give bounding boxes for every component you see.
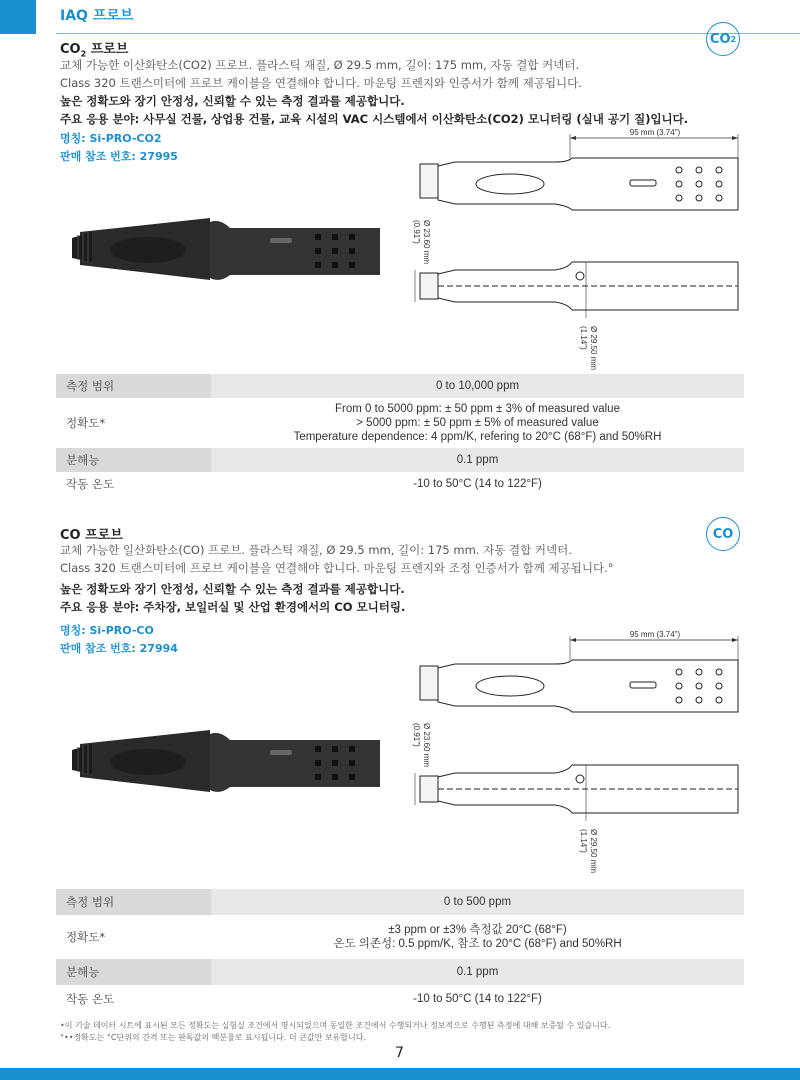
co2-probe-photo [70, 210, 390, 300]
co2-probe-highlights: 높은 정확도와 장기 안정성, 신뢰할 수 있는 측정 결과를 제공합니다. 주요 응용 분야: 사무실 건물, 상업용 건물, 교육 시설의 VAC 시스템에서 이산화탄소(CO2) 모니터링 (실내 공기 질)입니다. [60, 94, 689, 126]
svg-text:95 mm (3.74"): 95 mm (3.74") [629, 128, 681, 137]
svg-text:(0.91"): (0.91") [412, 220, 421, 244]
table-row: 작동 온도 -10 to 50°C (14 to 122°F) [66, 992, 542, 1006]
table-row: 분해능 0.1 ppm [56, 959, 744, 985]
co-probe-photo [70, 722, 390, 812]
svg-text:Ø 29.50 mm: Ø 29.50 mm [589, 326, 598, 371]
co-probe-description: 교체 가능한 일산화탄소(CO) 프로브. 플라스틱 재질, Ø 29.5 mm, 길이: 175 mm. 자동 결합 커넥터. Class 320 트랜스미터에 프로브 케이블을 연결해야 합니다. 마운팅 프렌지와 조정 인증서가 함께 제공됩니다.° [60, 543, 614, 575]
co2-spec-table [56, 374, 744, 496]
corner-accent-block [0, 0, 36, 34]
footnote-2: °••정확도는 °C단위의 간격 또는 판독값의 백분율로 표시됩니다. 더 큰값만 보유합니다. [60, 1033, 367, 1042]
svg-text:(1.14"): (1.14") [579, 829, 588, 853]
table-row: 분해능 0.1 ppm [56, 448, 744, 472]
svg-text:(0.91"): (0.91") [412, 723, 421, 747]
page-number: 7 [395, 1045, 404, 1061]
svg-text:Ø 23.60 mm: Ø 23.60 mm [422, 220, 431, 265]
table-row: 정확도* ±3 ppm or ±3% 측정값 20°C (68°F) 온도 의존성: 0.5 ppm/K, 참조 to 20°C (68°F) and 50%RH [66, 924, 622, 950]
co-spec-table [56, 889, 744, 1013]
co-probe-title: CO 프로브 [60, 528, 123, 543]
co-probe-highlights: 높은 정확도와 장기 안정성, 신뢰할 수 있는 측정 결과를 제공합니다. 주요 응용 분야: 주차장, 보일러실 및 산업 환경에서의 CO 모니터링. [60, 582, 406, 614]
co2-probe-title: $CO_2$ 프로브 [60, 42, 129, 59]
co2-probe-meta: 명칭: Si-PRO-CO2 판매 참조 번호: 27995 [60, 132, 178, 163]
co-probe-meta: 명칭: Si-PRO-CO 판매 참조 번호: 27994 [60, 624, 178, 655]
header-rule [56, 33, 800, 34]
co2-probe-description: 교체 가능한 이산화탄소(CO2) 프로브. 플라스틱 재질, Ø 29.5 mm, 길이: 175 mm, 자동 결합 커넥터. Class 320 트랜스미터에 프로브 케이블을 연결해야 합니다. 마운팅 프렌지와 인증서가 함께 제공됩니다. [60, 58, 582, 90]
table-row: 측정 범위 0 to 500 ppm [56, 889, 744, 915]
co-badge: CO [706, 517, 740, 551]
co2-badge: CO 2 [706, 22, 740, 56]
bottom-accent-bar [0, 1068, 800, 1080]
footnote-1: •이 기술 데이터 시트에 표시된 모든 정확도는 실험실 조건에서 명시되었으며 동일한 조건에서 수행되거나 정보적으로 수행된 측정에 대해 보증될 수 있습니다. [60, 1021, 611, 1030]
table-row: 작동 온도 -10 to 50°C (14 to 122°F) [66, 477, 542, 491]
section-header: IAQ 프로브 [60, 8, 134, 24]
svg-text:Ø 29.50 mm: Ø 29.50 mm [589, 829, 598, 874]
svg-text:(1.14"): (1.14") [579, 326, 588, 350]
co-probe-technical-drawing [410, 628, 750, 878]
svg-text:95 mm (3.74"): 95 mm (3.74") [629, 630, 681, 639]
svg-text:Ø 23.60 mm: Ø 23.60 mm [422, 723, 431, 768]
table-row: 정확도* From 0 to 5000 ppm: ± 50 ppm ± 3% of measured value > 5000 ppm: ± 50 ppm ± 5% of measured value Temperature dependence: 4 ppm/K, refering to 20°C (68°F) and 50%RH [66, 403, 662, 443]
table-row: 측정 범위 0 to 10,000 ppm [56, 374, 744, 398]
co2-probe-technical-drawing [410, 128, 750, 373]
